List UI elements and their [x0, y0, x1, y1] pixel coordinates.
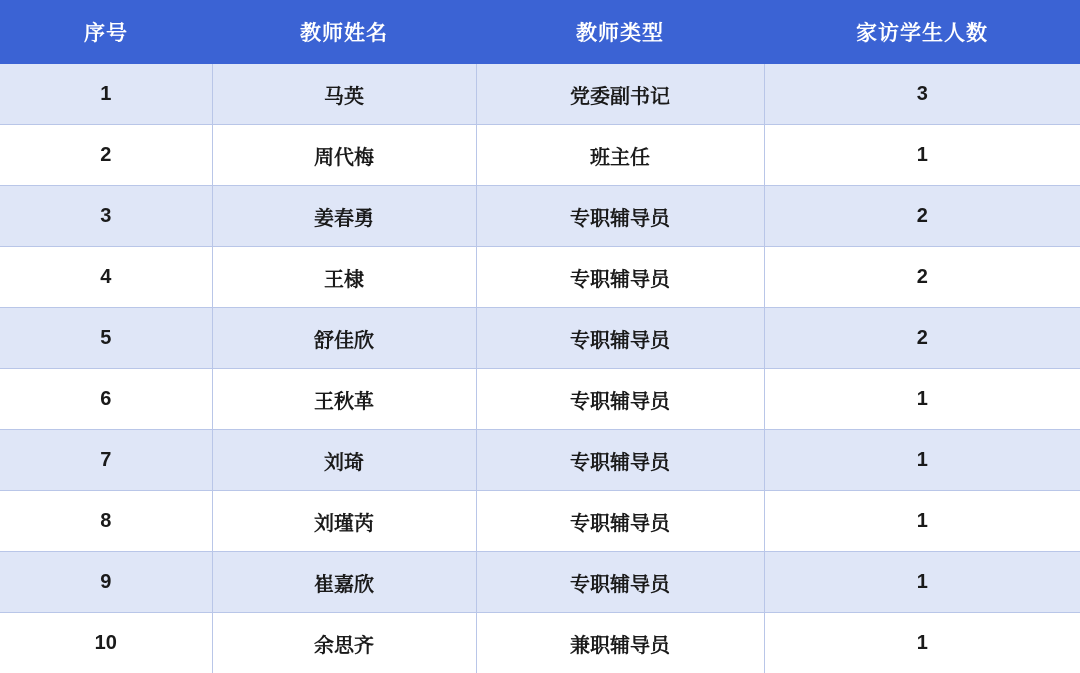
cell-student-count: 1 — [764, 369, 1080, 430]
cell-index: 8 — [0, 491, 212, 552]
column-header-teacher-type: 教师类型 — [476, 0, 764, 64]
cell-teacher-name: 周代梅 — [212, 125, 476, 186]
cell-student-count: 1 — [764, 125, 1080, 186]
cell-teacher-name: 刘琦 — [212, 430, 476, 491]
table-row — [0, 125, 1080, 186]
cell-teacher-type: 专职辅导员 — [476, 552, 764, 613]
cell-teacher-type: 专职辅导员 — [476, 247, 764, 308]
cell-teacher-name: 姜春勇 — [212, 186, 476, 247]
table-row — [0, 369, 1080, 430]
cell-student-count: 1 — [764, 552, 1080, 613]
cell-teacher-name: 舒佳欣 — [212, 308, 476, 369]
cell-index: 2 — [0, 125, 212, 186]
column-header-teacher-name: 教师姓名 — [212, 0, 476, 64]
cell-student-count: 1 — [764, 613, 1080, 673]
cell-teacher-type: 专职辅导员 — [476, 308, 764, 369]
cell-student-count: 2 — [764, 308, 1080, 369]
cell-index: 6 — [0, 369, 212, 430]
table-row — [0, 247, 1080, 308]
table-row — [0, 430, 1080, 491]
cell-index: 5 — [0, 308, 212, 369]
cell-teacher-type: 专职辅导员 — [476, 430, 764, 491]
cell-index: 9 — [0, 552, 212, 613]
table-header-row — [0, 0, 1080, 64]
cell-teacher-name: 崔嘉欣 — [212, 552, 476, 613]
cell-teacher-name: 王棣 — [212, 247, 476, 308]
cell-teacher-type: 专职辅导员 — [476, 369, 764, 430]
cell-index: 7 — [0, 430, 212, 491]
column-header-index: 序号 — [0, 0, 212, 64]
table-row — [0, 186, 1080, 247]
table-row — [0, 64, 1080, 125]
cell-student-count: 1 — [764, 430, 1080, 491]
cell-teacher-name: 余思齐 — [212, 613, 476, 673]
table-body — [0, 64, 1080, 673]
cell-teacher-name: 马英 — [212, 64, 476, 125]
table-header — [0, 0, 1080, 64]
table-row — [0, 308, 1080, 369]
cell-index: 10 — [0, 613, 212, 673]
cell-index: 4 — [0, 247, 212, 308]
cell-teacher-name: 王秋革 — [212, 369, 476, 430]
table-row — [0, 491, 1080, 552]
cell-teacher-type: 专职辅导员 — [476, 491, 764, 552]
table-row — [0, 552, 1080, 613]
column-header-student-count: 家访学生人数 — [764, 0, 1080, 64]
cell-teacher-type: 党委副书记 — [476, 64, 764, 125]
cell-teacher-type: 班主任 — [476, 125, 764, 186]
cell-teacher-type: 专职辅导员 — [476, 186, 764, 247]
cell-index: 3 — [0, 186, 212, 247]
cell-student-count: 3 — [764, 64, 1080, 125]
cell-student-count: 2 — [764, 186, 1080, 247]
cell-student-count: 1 — [764, 491, 1080, 552]
table-row — [0, 613, 1080, 673]
cell-teacher-type: 兼职辅导员 — [476, 613, 764, 673]
cell-student-count: 2 — [764, 247, 1080, 308]
cell-teacher-name: 刘瑾芮 — [212, 491, 476, 552]
cell-index: 1 — [0, 64, 212, 125]
